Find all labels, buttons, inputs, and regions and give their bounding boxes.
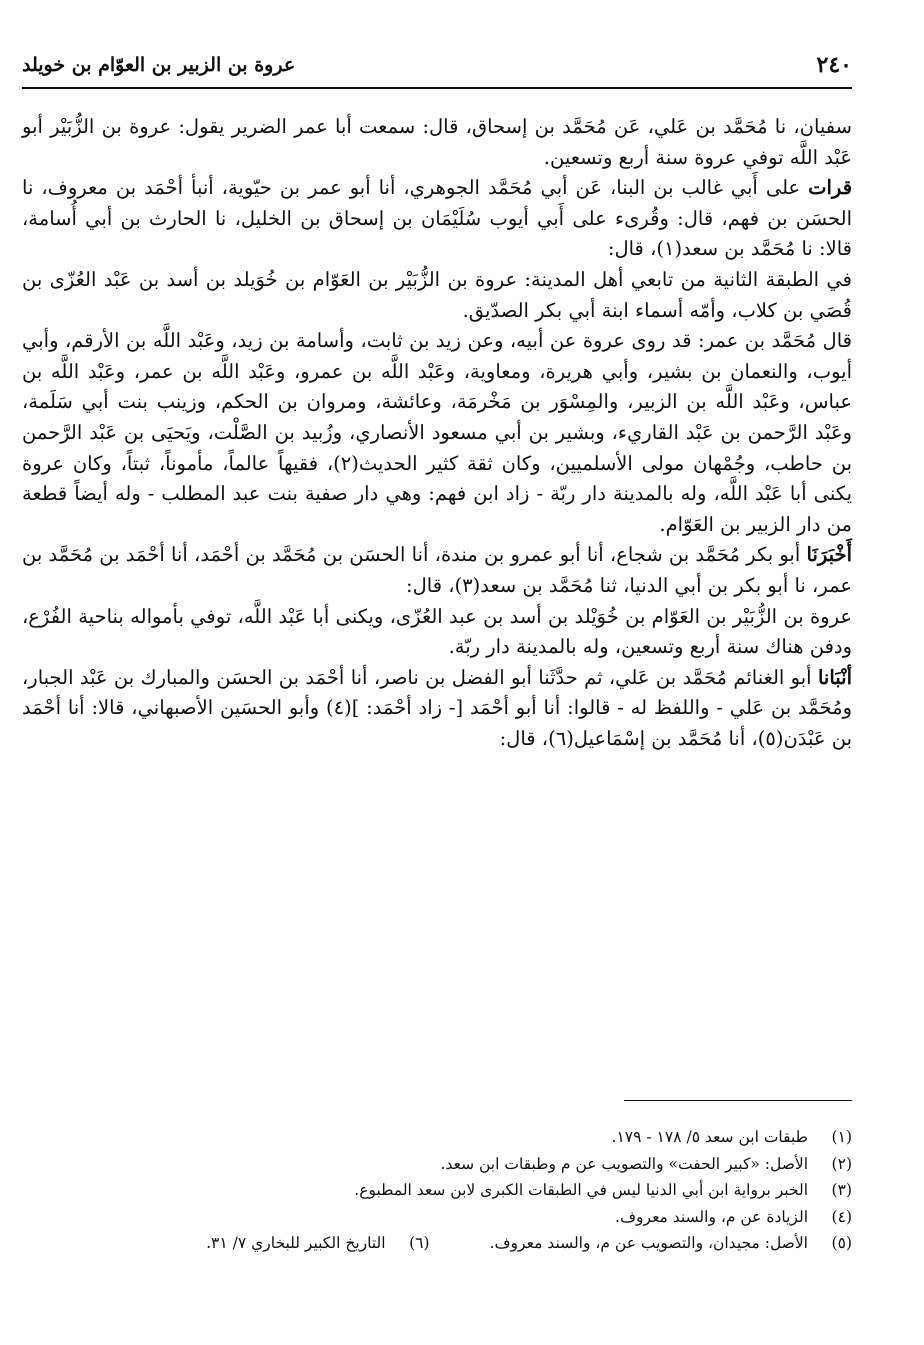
page-header [22, 48, 852, 84]
running-title: عروة بن الزبير بن العوّام بن خويلد [22, 54, 296, 76]
paragraph-lead-word: قرات [808, 176, 853, 200]
paragraph-text: أبو بكر مُحَمَّد بن شجاع، أنا أبو عمرو بن مندة، أنا الحسَن بن مُحَمَّد بن أحْمَد، أنا أحْمَد بن مُحَمَّد بن عمر، نا أبو بكر بن أبي الدنيا، ثنا مُحَمَّد بن سعد(٣)، قال: [22, 543, 852, 597]
footnote [22, 1177, 852, 1204]
paragraph-2 [22, 173, 852, 265]
paragraph-text: في الطبقة الثانية من تابعي أهل المدينة: عروة بن الزُّبَيْر بن العَوّام بن خُوَيلد بن أسد بن عَبْد العُزّى بن قُصَي بن كلاب، وأمّه أسماء ابنة أبي بكر الصدّيق. [22, 267, 852, 322]
footnote-number: (٥) [831, 1234, 852, 1252]
paragraph-3 [22, 265, 852, 326]
footnote-row [22, 1230, 852, 1257]
paragraph-text: سفيان، نا مُحَمَّد بن عَلي، عَن مُحَمَّد بن إسحاق، قال: سمعت أبا عمر الضرير يقول: عروة بن الزُّبَيْر أبو عَبْد اللَّه توفي عروة سنة أربع وتسعين. [22, 115, 852, 169]
footnote-text: الأصل: «كبير الحفت» والتصويب عن م وطبقات ابن سعد. [440, 1154, 808, 1173]
paragraph-lead-word: أَخْبَرَنَا [806, 543, 852, 567]
page-number: ٢٤٠ [816, 52, 852, 78]
footnote-text: طبقات ابن سعد ٥/ ١٧٨ - ١٧٩. [611, 1128, 808, 1146]
paragraph-1 [22, 112, 852, 173]
footnote [490, 1230, 852, 1257]
footnote-number: (٢) [831, 1154, 852, 1173]
paragraph-lead-word: أنْبَانا [817, 665, 852, 689]
footnote [22, 1124, 852, 1151]
footnote-divider [624, 1100, 852, 1101]
paragraph-text: على أَبي غالب بن البنا، عَن أبي مُحَمَّد الجوهري، أنا أبو عمر بن حيّوية، أنبأ أحْمَد بن معروف، نا الحسَن بن فهم، قال: وقُرىء على أَبي أيوب سُلَيْمَان بن إسحاق بن الخليل، نا الحارث بن أبي أُسامة، قالا: نا مُحَمَّد بن سعد(١)، قال: [22, 176, 852, 261]
header-divider [22, 87, 852, 89]
paragraph-6 [22, 602, 852, 663]
paragraph-5 [22, 540, 852, 601]
footnote [206, 1230, 429, 1257]
paragraph-4 [22, 326, 852, 540]
main-text [22, 112, 852, 754]
footnote-text: الزيادة عن م، والسند معروف. [615, 1207, 808, 1226]
footnote-number: (٤) [831, 1207, 852, 1226]
footnote [22, 1204, 852, 1231]
paragraph-text: عروة بن الزُّبَيْر بن العَوّام بن خُوَيْلد بن أسد بن عبد العُزّى، ويكنى أبا عَبْد اللَّه، توفي بأمواله بناحية الفُرْع، ودفن هناك سنة أربع وتسعين، وله بالمدينة دار ربّة. [22, 604, 852, 659]
footnote-text: الأصل: مجيدان، والتصويب عن م، والسند معروف. [489, 1234, 808, 1252]
footnote [22, 1151, 852, 1178]
footnote-number: (١) [831, 1128, 852, 1146]
footnote-number: (٣) [831, 1181, 852, 1199]
paragraph-text: قال مُحَمَّد بن عمر: قد روى عروة عن أبيه، وعن زيد بن ثابت، وأسامة بن زيد، وعَبْد اللَّه بن الأرقم، وأبي أيوب، والنعمان بن بشير، وأبي هريرة، ومعاوية، وعَبْد اللَّه بن عمرو، وعَبْد اللَّه بن عمر، وعَبْد اللَّه بن عباس، وعَبْد اللَّه بن الزبير، والمِسْوَر بن مَخْرمَة، وعائشة، ومروان بن الحكم، وزينب بنت أبي سَلَمة، وعَبْد الرَّحمن بن عَبْد القاريء، وبشير بن أبي مسعود الأنصاري، وزُبيد بن الصَّلْت، ويَحيَى بن عَبْد الرَّحمن بن حاطب، وجُمْهان مولى الأسلميين، وكان ثقة كثير الحديث(٢)، فقيهاً عالماً، مأموناً، ثبتاً، وكان عروة يكنى أبا عَبْد اللَّه، وله بالمدينة دار ربّة - زاد ابن فهم: وهي دار صفية بنت عبد المطلب - وله أيضاً قطعة من دار الزبير بن العَوّام. [22, 329, 853, 536]
footnote-text: الخبر برواية ابن أبي الدنيا ليس في الطبقات الكبرى لابن سعد المطبوع. [354, 1181, 808, 1199]
footnote-number: (٦) [409, 1234, 430, 1252]
paragraph-text: أبو الغنائم مُحَمَّد بن عَلي، ثم حدَّثَنا أبو الفضل بن ناصر، أنا أحْمَد بن الحسَن والمبارك بن عَبْد الجبار، ومُحَمَّد بن عَلي - واللفظ له - قالوا: أنا أبو أحْمَد [- زاد أحْمَد: ](٤) وأبو الحسَين الأصبهاني، قالا: أنا أحْمَد بن عَبْدَن(٥)، أنا مُحَمَّد بن إسْمَاعيل(٦)، قال: [22, 665, 853, 750]
paragraph-7 [22, 663, 852, 755]
footnote-text: التاريخ الكبير للبخاري ٧/ ٣١. [206, 1234, 386, 1252]
footnotes [22, 1124, 852, 1257]
